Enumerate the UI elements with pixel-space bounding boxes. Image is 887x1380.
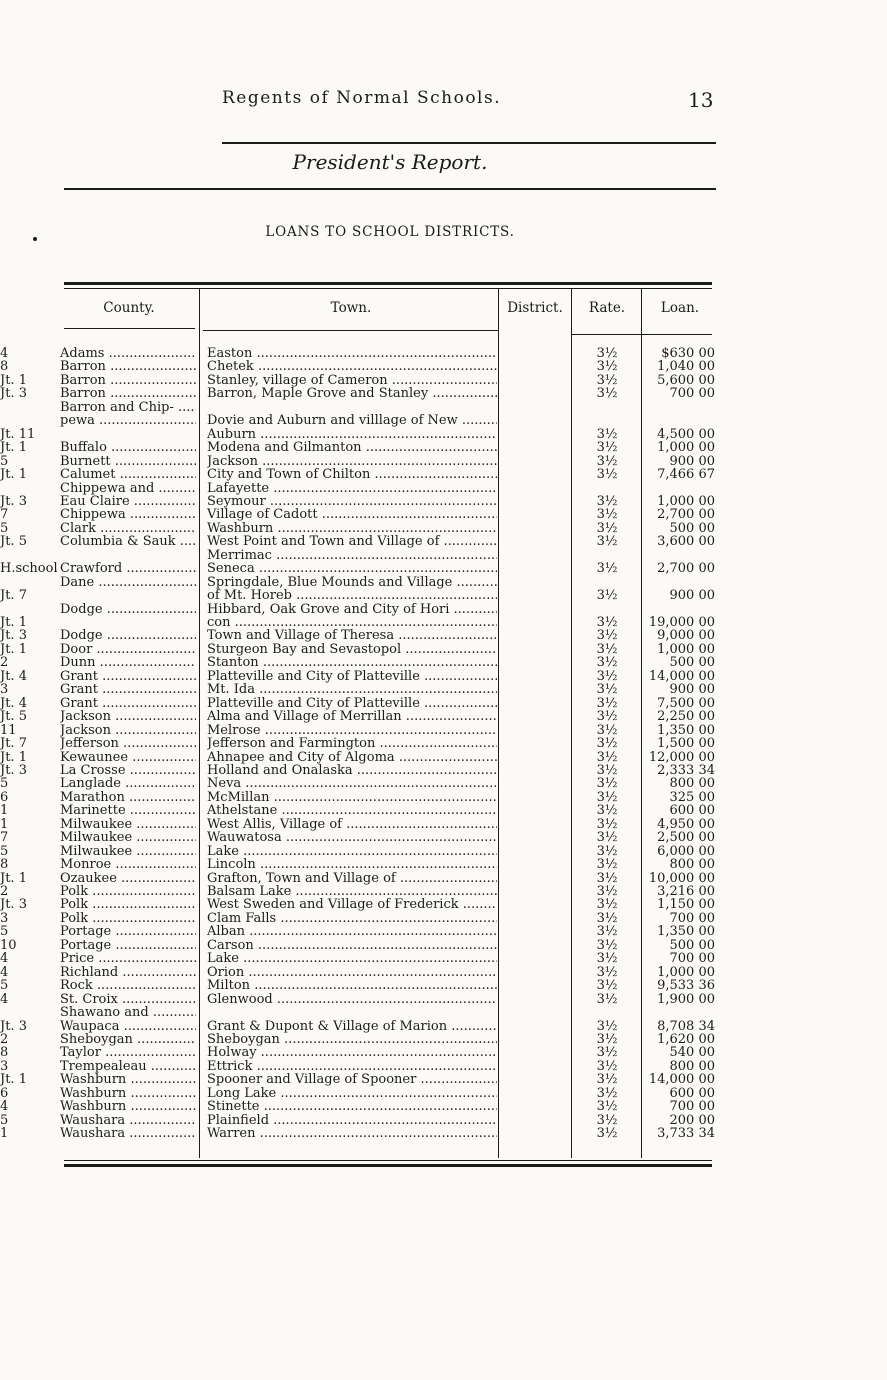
cell-county: Waushara ..... [60, 1114, 196, 1127]
cell-county: Langlade ..... [60, 777, 196, 790]
cell-loan: 14,000 00 [648, 1072, 715, 1088]
cell-town: Dovie and Auburn and villlage of New ..... [207, 414, 497, 427]
cell-district: 7 [0, 507, 9, 523]
cell-loan: 9,533 36 [657, 978, 715, 994]
cell-town: Balsam Lake ..... [207, 885, 497, 898]
cell-town: West Point and Town and Village of ..... [207, 535, 497, 548]
table-top-rule-thin [64, 288, 712, 289]
cell-town: Lake ..... [207, 952, 497, 965]
column-header-town: Town. [330, 300, 372, 316]
cell-loan: 14,000 00 [648, 668, 715, 684]
cell-loan: 2,250 00 [657, 709, 715, 725]
cell-rate: 3½ [596, 346, 618, 361]
cell-rate: 3½ [596, 453, 618, 469]
cell-district: Jt. 1 [0, 1072, 27, 1088]
table-title: LOANS TO SCHOOL DISTRICTS. [265, 224, 515, 240]
cell-district: 11 [0, 722, 17, 738]
cell-rate: 3½ [596, 426, 618, 442]
cell-county: Dodge ..... [60, 629, 196, 642]
cell-district: 4 [0, 991, 9, 1007]
cell-rate: 3½ [596, 1099, 618, 1115]
cell-rate: 3½ [596, 830, 618, 846]
cell-town: Alban ..... [207, 925, 497, 938]
cell-district: Jt. 3 [0, 628, 27, 644]
cell-loan: 800 00 [669, 1058, 715, 1074]
cell-county: Sheboygan ..... [60, 1033, 196, 1046]
cell-town: Milton ..... [207, 979, 497, 992]
cell-town: Wauwatosa ..... [207, 831, 497, 844]
cell-county: Kewaunee ..... [60, 751, 196, 764]
stray-dot [33, 237, 37, 241]
cell-district: 1 [0, 1126, 9, 1142]
cell-rate: 3½ [596, 803, 618, 819]
cell-loan: 4,500 00 [657, 426, 715, 442]
cell-district: H.school [0, 561, 58, 577]
cell-rate: 3½ [596, 641, 618, 657]
cell-rate: 3½ [596, 695, 618, 711]
cell-town: Stanton ..... [207, 656, 497, 669]
cell-town: Seneca ..... [207, 562, 497, 575]
cell-district: Jt. 4 [0, 668, 27, 684]
cell-district: 5 [0, 776, 9, 792]
cell-district: 2 [0, 655, 9, 671]
cell-district: Jt. 1 [0, 372, 27, 388]
cell-rate: 3½ [596, 1126, 618, 1142]
cell-district: 4 [0, 346, 9, 361]
cell-town: Springdale, Blue Mounds and Village ..... [207, 576, 497, 589]
column-header-loan: Loan. [660, 300, 700, 316]
cell-loan: 2,500 00 [657, 830, 715, 846]
cell-loan: 10,000 00 [648, 870, 715, 886]
cell-rate: 3½ [596, 1018, 618, 1034]
cell-loan: 700 00 [669, 1099, 715, 1115]
cell-county: Monroe ..... [60, 858, 196, 871]
cell-loan: 800 00 [669, 776, 715, 792]
cell-loan: 3,600 00 [657, 534, 715, 550]
cell-rate: 3½ [596, 897, 618, 913]
cell-loan: 1,350 00 [657, 924, 715, 940]
table-bottom-rule-thick [64, 1164, 712, 1167]
cell-district: Jt. 4 [0, 695, 27, 711]
cell-rate: 3½ [596, 1072, 618, 1088]
column-header-district: District. [507, 300, 563, 316]
cell-district: 5 [0, 1112, 9, 1128]
cell-loan: 19,000 00 [648, 615, 715, 630]
cell-town: West Allis, Village of ..... [207, 818, 497, 831]
running-head: Regents of Normal Schools. [222, 88, 502, 108]
cell-loan: 900 00 [669, 453, 715, 469]
cell-rate: 3½ [596, 924, 618, 940]
cell-town: Holway ..... [207, 1046, 497, 1059]
cell-rate: 3½ [596, 615, 618, 630]
cell-loan: 7,500 00 [657, 695, 715, 711]
cell-rate: 3½ [596, 682, 618, 698]
cell-rate: 3½ [596, 937, 618, 953]
cell-district: 8 [0, 1045, 9, 1061]
cell-district: 1 [0, 803, 9, 819]
cell-district: Jt. 1 [0, 467, 27, 483]
cell-loan: 2,700 00 [657, 507, 715, 523]
cell-loan: 700 00 [669, 386, 715, 402]
cell-town: Long Lake ..... [207, 1087, 497, 1100]
cell-town: Spooner and Village of Spooner ..... [207, 1073, 497, 1086]
cell-district: 3 [0, 682, 9, 698]
cell-town: Lafayette ..... [207, 482, 497, 495]
cell-town: Platteville and City of Platteville ..... [207, 670, 497, 683]
cell-county: La Crosse ..... [60, 764, 196, 777]
cell-county: Eau Claire ..... [60, 495, 196, 508]
cell-rate: 3½ [596, 749, 618, 765]
cell-rate: 3½ [596, 978, 618, 994]
header-underline-rest [572, 334, 712, 335]
cell-district: 1 [0, 816, 9, 832]
cell-county: Jackson ..... [60, 724, 196, 737]
cell-county: Door ..... [60, 643, 196, 656]
page-number: 13 [688, 88, 714, 112]
cell-loan: 700 00 [669, 951, 715, 967]
header-underline-county [64, 328, 195, 329]
cell-rate: 3½ [596, 1085, 618, 1101]
cell-rate: 3½ [596, 655, 618, 671]
cell-district: 10 [0, 937, 17, 953]
cell-county: Jefferson ..... [60, 737, 196, 750]
cell-district: Jt. 7 [0, 736, 27, 752]
cell-town: Sheboygan ..... [207, 1033, 497, 1046]
cell-district: 3 [0, 1058, 9, 1074]
cell-town: Jefferson and Farmington ..... [207, 737, 497, 750]
cell-rate: 3½ [596, 534, 618, 550]
cell-county: Waushara ..... [60, 1127, 196, 1140]
cell-district: Jt. 5 [0, 709, 27, 725]
cell-loan: 200 00 [669, 1112, 715, 1128]
cell-county: Ozaukee ..... [60, 872, 196, 885]
cell-town: Clam Falls ..... [207, 912, 497, 925]
cell-town: Platteville and City of Platteville ..... [207, 697, 497, 710]
cell-district: 4 [0, 951, 9, 967]
cell-district: Jt. 7 [0, 588, 27, 604]
cell-town: Merrimac ..... [207, 549, 497, 562]
cell-county: Marinette ..... [60, 804, 196, 817]
cell-county: Grant ..... [60, 670, 196, 683]
cell-district: 5 [0, 924, 9, 940]
cell-county: Portage ..... [60, 939, 196, 952]
cell-rate: 3½ [596, 1031, 618, 1047]
cell-county: Barron ..... [60, 387, 196, 400]
cell-town: Ettrick ..... [207, 1060, 497, 1073]
cell-county: Portage ..... [60, 925, 196, 938]
cell-rate: 3½ [596, 991, 618, 1007]
cell-county: Dunn ..... [60, 656, 196, 669]
cell-loan: 1,150 00 [657, 897, 715, 913]
cell-rate: 3½ [596, 588, 618, 604]
cell-rate: 3½ [596, 843, 618, 859]
cell-county: Barron and Chip- ..... [60, 401, 196, 414]
subtitle-rule [64, 188, 716, 190]
column-divider [199, 288, 200, 1158]
page-subtitle: President's Report. [292, 150, 488, 174]
cell-loan: 1,620 00 [657, 1031, 715, 1047]
cell-rate: 3½ [596, 507, 618, 523]
cell-county: Grant ..... [60, 697, 196, 710]
cell-county: pewa ..... [60, 414, 196, 427]
cell-rate: 3½ [596, 789, 618, 805]
cell-district: 2 [0, 1031, 9, 1047]
cell-county: Shawano and ..... [60, 1006, 196, 1019]
cell-county: Jackson ..... [60, 710, 196, 723]
cell-district: 4 [0, 1099, 9, 1115]
cell-town: Lake ..... [207, 845, 497, 858]
cell-loan: 700 00 [669, 910, 715, 926]
cell-county: Chippewa and ..... [60, 482, 196, 495]
cell-loan: 3,733 34 [657, 1126, 715, 1142]
cell-town: Athelstane ..... [207, 804, 497, 817]
column-header-rate: Rate. [588, 300, 626, 316]
cell-county: Buffalo ..... [60, 441, 196, 454]
cell-loan: 6,000 00 [657, 843, 715, 859]
cell-county: Trempealeau ..... [60, 1060, 196, 1073]
cell-loan: 900 00 [669, 682, 715, 698]
cell-county: Burnett ..... [60, 455, 196, 468]
cell-rate: 3½ [596, 561, 618, 577]
column-header-county: County. [103, 300, 155, 316]
cell-county: Grant ..... [60, 683, 196, 696]
cell-loan: 1,000 00 [657, 641, 715, 657]
cell-town: City and Town of Chilton ..... [207, 468, 497, 481]
cell-district: 5 [0, 520, 9, 536]
cell-town: Mt. Ida ..... [207, 683, 497, 696]
cell-loan: $630 00 [661, 346, 715, 361]
cell-district: Jt. 1 [0, 749, 27, 765]
cell-district: 3 [0, 910, 9, 926]
cell-loan: 1,000 00 [657, 493, 715, 509]
cell-district: 2 [0, 884, 9, 899]
cell-rate: 3½ [596, 762, 618, 778]
cell-town: Warren ..... [207, 1127, 497, 1140]
cell-town: Modena and Gilmanton ..... [207, 441, 497, 454]
cell-county: Adams ..... [60, 347, 196, 360]
cell-county: Chippewa ..... [60, 508, 196, 521]
cell-county: Washburn ..... [60, 1100, 196, 1113]
cell-loan: 12,000 00 [648, 749, 715, 765]
cell-loan: 1,900 00 [657, 991, 715, 1007]
cell-loan: 7,466 67 [657, 467, 715, 483]
table-top-rule [64, 282, 712, 285]
cell-rate: 3½ [596, 709, 618, 725]
cell-county: Milwaukee ..... [60, 818, 196, 831]
cell-town: Stanley, village of Cameron ..... [207, 374, 497, 387]
cell-town: Hibbard, Oak Grove and City of Hori ..... [207, 603, 497, 616]
cell-town: Stinette ..... [207, 1100, 497, 1113]
cell-town: con ..... [207, 616, 497, 629]
cell-rate: 3½ [596, 520, 618, 536]
cell-district: Jt. 11 [0, 426, 36, 442]
cell-district: 5 [0, 453, 9, 469]
cell-rate: 3½ [596, 910, 618, 926]
cell-district: Jt. 1 [0, 870, 27, 886]
cell-loan: 8,708 34 [657, 1018, 715, 1034]
cell-town: Carson ..... [207, 939, 497, 952]
cell-rate: 3½ [596, 964, 618, 980]
table-bottom-rule [64, 1160, 712, 1161]
cell-district: 4 [0, 964, 9, 980]
cell-county: Barron ..... [60, 374, 196, 387]
cell-loan: 500 00 [669, 937, 715, 953]
cell-loan: 900 00 [669, 588, 715, 604]
cell-district: Jt. 1 [0, 615, 27, 630]
cell-district: Jt. 3 [0, 493, 27, 509]
cell-rate: 3½ [596, 467, 618, 483]
column-divider [498, 288, 499, 1158]
cell-town: Grafton, Town and Village of ..... [207, 872, 497, 885]
cell-district: 5 [0, 978, 9, 994]
cell-county: Milwaukee ..... [60, 845, 196, 858]
cell-town: Sturgeon Bay and Sevastopol ..... [207, 643, 497, 656]
cell-county: Clark ..... [60, 522, 196, 535]
cell-county: Barron ..... [60, 360, 196, 373]
cell-town: Jackson ..... [207, 455, 497, 468]
cell-loan: 1,000 00 [657, 440, 715, 456]
cell-county: Crawford ..... [60, 562, 196, 575]
cell-county: Columbia & Sauk ..... [60, 535, 196, 548]
cell-rate: 3½ [596, 1112, 618, 1128]
cell-rate: 3½ [596, 736, 618, 752]
cell-county: Polk ..... [60, 898, 196, 911]
cell-county: Dodge ..... [60, 603, 196, 616]
cell-town: Holland and Onalaska ..... [207, 764, 497, 777]
cell-district: 8 [0, 359, 9, 375]
cell-rate: 3½ [596, 722, 618, 738]
cell-rate: 3½ [596, 870, 618, 886]
cell-loan: 600 00 [669, 1085, 715, 1101]
cell-rate: 3½ [596, 816, 618, 832]
cell-rate: 3½ [596, 884, 618, 899]
cell-county: Rock ..... [60, 979, 196, 992]
cell-town: West Sweden and Village of Frederick ..... [207, 898, 497, 911]
column-divider [641, 288, 642, 1158]
cell-county: Washburn ..... [60, 1087, 196, 1100]
cell-district: 6 [0, 1085, 9, 1101]
cell-district: Jt. 5 [0, 534, 27, 550]
cell-loan: 1,500 00 [657, 736, 715, 752]
header-rule [222, 142, 716, 144]
cell-district: Jt. 3 [0, 762, 27, 778]
cell-town: Easton ..... [207, 347, 497, 360]
cell-loan: 2,333 34 [657, 762, 715, 778]
cell-loan: 2,700 00 [657, 561, 715, 577]
cell-town: Washburn ..... [207, 522, 497, 535]
cell-town: Melrose ..... [207, 724, 497, 737]
cell-town: McMillan ..... [207, 791, 497, 804]
cell-loan: 325 00 [669, 789, 715, 805]
cell-loan: 1,350 00 [657, 722, 715, 738]
cell-district: 5 [0, 843, 9, 859]
column-divider [571, 288, 572, 1158]
cell-town: Seymour ..... [207, 495, 497, 508]
header-underline-town [203, 330, 498, 331]
cell-rate: 3½ [596, 1058, 618, 1074]
cell-loan: 500 00 [669, 520, 715, 536]
cell-loan: 540 00 [669, 1045, 715, 1061]
cell-town: Lincoln ..... [207, 858, 497, 871]
cell-county: Price ..... [60, 952, 196, 965]
cell-county: Polk ..... [60, 912, 196, 925]
cell-county: Waupaca ..... [60, 1020, 196, 1033]
cell-loan: 500 00 [669, 655, 715, 671]
cell-town: Chetek ..... [207, 360, 497, 373]
cell-loan: 800 00 [669, 857, 715, 873]
cell-district: Jt. 1 [0, 641, 27, 657]
cell-town: Alma and Village of Merrillan ..... [207, 710, 497, 723]
cell-town: Auburn ..... [207, 428, 497, 441]
cell-town: Barron, Maple Grove and Stanley ..... [207, 387, 497, 400]
cell-town: Town and Village of Theresa ..... [207, 629, 497, 642]
cell-district: Jt. 3 [0, 897, 27, 913]
cell-loan: 9,000 00 [657, 628, 715, 644]
cell-loan: 5,600 00 [657, 372, 715, 388]
cell-county: Polk ..... [60, 885, 196, 898]
cell-town: Orion ..... [207, 966, 497, 979]
cell-district: Jt. 1 [0, 440, 27, 456]
cell-county: Washburn ..... [60, 1073, 196, 1086]
cell-rate: 3½ [596, 359, 618, 375]
cell-county: St. Croix ..... [60, 993, 196, 1006]
cell-county: Dane ..... [60, 576, 196, 589]
cell-county: Taylor ..... [60, 1046, 196, 1059]
cell-rate: 3½ [596, 951, 618, 967]
cell-rate: 3½ [596, 440, 618, 456]
cell-county: Milwaukee ..... [60, 831, 196, 844]
cell-district: 6 [0, 789, 9, 805]
cell-rate: 3½ [596, 1045, 618, 1061]
cell-rate: 3½ [596, 668, 618, 684]
cell-rate: 3½ [596, 372, 618, 388]
cell-county: Richland ..... [60, 966, 196, 979]
cell-loan: 1,040 00 [657, 359, 715, 375]
cell-district: Jt. 3 [0, 386, 27, 402]
cell-county: Calumet ..... [60, 468, 196, 481]
cell-town: Village of Cadott ..... [207, 508, 497, 521]
cell-town: Glenwood ..... [207, 993, 497, 1006]
cell-town: Neva ..... [207, 777, 497, 790]
cell-loan: 1,000 00 [657, 964, 715, 980]
cell-town: of Mt. Horeb ..... [207, 589, 497, 602]
cell-town: Ahnapee and City of Algoma ..... [207, 751, 497, 764]
cell-town: Plainfield ..... [207, 1114, 497, 1127]
cell-district: Jt. 3 [0, 1018, 27, 1034]
cell-district: 8 [0, 857, 9, 873]
cell-rate: 3½ [596, 776, 618, 792]
cell-rate: 3½ [596, 628, 618, 644]
cell-loan: 4,950 00 [657, 816, 715, 832]
cell-rate: 3½ [596, 493, 618, 509]
cell-loan: 600 00 [669, 803, 715, 819]
cell-rate: 3½ [596, 857, 618, 873]
cell-county: Marathon ..... [60, 791, 196, 804]
cell-district: 7 [0, 830, 9, 846]
cell-rate: 3½ [596, 386, 618, 402]
cell-loan: 3,216 00 [657, 884, 715, 899]
cell-town: Grant & Dupont & Village of Marion ..... [207, 1020, 497, 1033]
